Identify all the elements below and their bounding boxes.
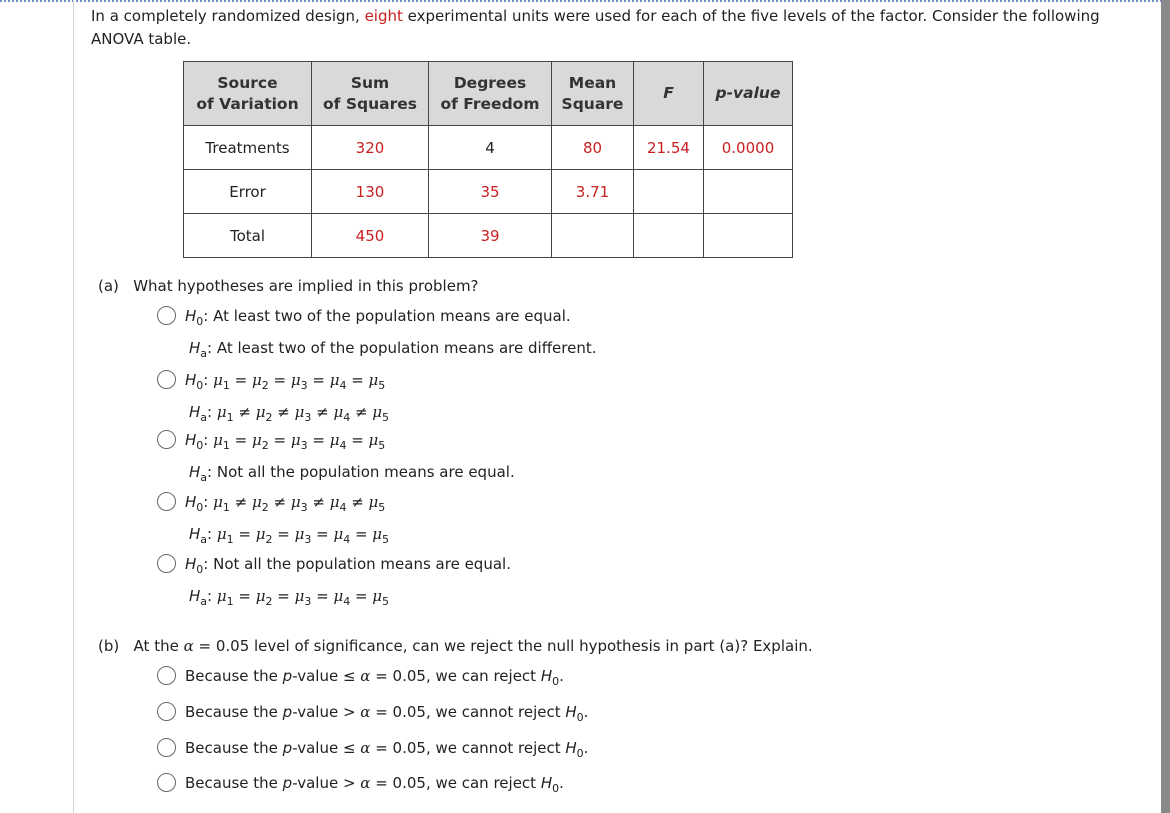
left-rule (73, 0, 74, 813)
radio-b1[interactable] (157, 666, 176, 685)
cell-ms (552, 214, 634, 258)
part-a-option-3[interactable]: $H_0$: $\mu_1 = \mu_2 = \mu_3 = \mu_4 = \mu_5$ $H_a$: Not all the population means are equal. (157, 427, 515, 491)
cell-f (634, 170, 704, 214)
header-ms: Mean Square (552, 62, 634, 126)
scrollbar[interactable] (1161, 0, 1170, 813)
cell-ms: 3.71 (552, 170, 634, 214)
top-dotted-border (0, 0, 1170, 3)
cell-f: 21.54 (634, 126, 704, 170)
part-a-option-1[interactable]: $H_0$: At least two of the population means are equal. $H_a$: At least two of the population means are different. (157, 303, 596, 367)
cell-ss: 130 (312, 170, 429, 214)
cell-f (634, 214, 704, 258)
radio-b2[interactable] (157, 702, 176, 721)
table-header-row (184, 62, 793, 126)
part-b-option-2[interactable]: Because the p-value > α = 0.05, we cannot reject $H_0$. (157, 699, 588, 731)
part-a-option-2[interactable]: $H_0$: $\mu_1 = \mu_2 = \mu_3 = \mu_4 = \mu_5$ $H_a$: $\mu_1 \ne \mu_2 \ne \mu_3 \ne \mu_4 \ne \mu_5$ (157, 367, 389, 431)
cell-ss: 320 (312, 126, 429, 170)
cell-df: 4 (429, 126, 552, 170)
cell-source: Error (184, 170, 312, 214)
header-f: F (634, 62, 704, 126)
radio-a3[interactable] (157, 430, 176, 449)
part-a-question: (a) What hypotheses are implied in this problem? (98, 277, 479, 295)
part-a-option-4[interactable]: $H_0$: $\mu_1 \ne \mu_2 \ne \mu_3 \ne \mu_4 \ne \mu_5$ $H_a$: $\mu_1 = \mu_2 = \mu_3 = \mu_4 = \mu_5$ (157, 489, 389, 553)
table-row (184, 214, 793, 258)
header-df: Degrees of Freedom (429, 62, 552, 126)
radio-b3[interactable] (157, 738, 176, 757)
radio-a5[interactable] (157, 554, 176, 573)
header-source: Source of Variation (184, 62, 312, 126)
cell-df: 35 (429, 170, 552, 214)
anova-table (183, 61, 793, 258)
part-b-option-1[interactable]: Because the p-value ≤ α = 0.05, we can reject $H_0$. (157, 663, 564, 695)
cell-source: Total (184, 214, 312, 258)
header-p: p-value (704, 62, 793, 126)
table-row (184, 126, 793, 170)
radio-a1[interactable] (157, 306, 176, 325)
part-b-option-4[interactable]: Because the p-value > α = 0.05, we can reject $H_0$. (157, 770, 564, 802)
cell-ss: 450 (312, 214, 429, 258)
header-ss: Sum of Squares (312, 62, 429, 126)
part-a-option-5[interactable]: $H_0$: Not all the population means are equal. $H_a$: $\mu_1 = \mu_2 = \mu_3 = \mu_4 = \mu_5$ (157, 551, 511, 615)
radio-a4[interactable] (157, 492, 176, 511)
cell-p: 0.0000 (704, 126, 793, 170)
radio-a2[interactable] (157, 370, 176, 389)
cell-df: 39 (429, 214, 552, 258)
radio-b4[interactable] (157, 773, 176, 792)
cell-source: Treatments (184, 126, 312, 170)
intro-text: In a completely randomized design, eight experimental units were used for each of the five levels of the factor. Consider the following ANOVA table. (91, 7, 1100, 48)
table-row (184, 170, 793, 214)
part-b-option-3[interactable]: Because the p-value ≤ α = 0.05, we cannot reject $H_0$. (157, 735, 588, 767)
part-b-question: (b) At the α = 0.05 level of significance, can we reject the null hypothesis in part (a)? Explain. (98, 637, 813, 655)
highlight-eight: eight (364, 7, 403, 25)
cell-ms: 80 (552, 126, 634, 170)
cell-p (704, 214, 793, 258)
cell-p (704, 170, 793, 214)
